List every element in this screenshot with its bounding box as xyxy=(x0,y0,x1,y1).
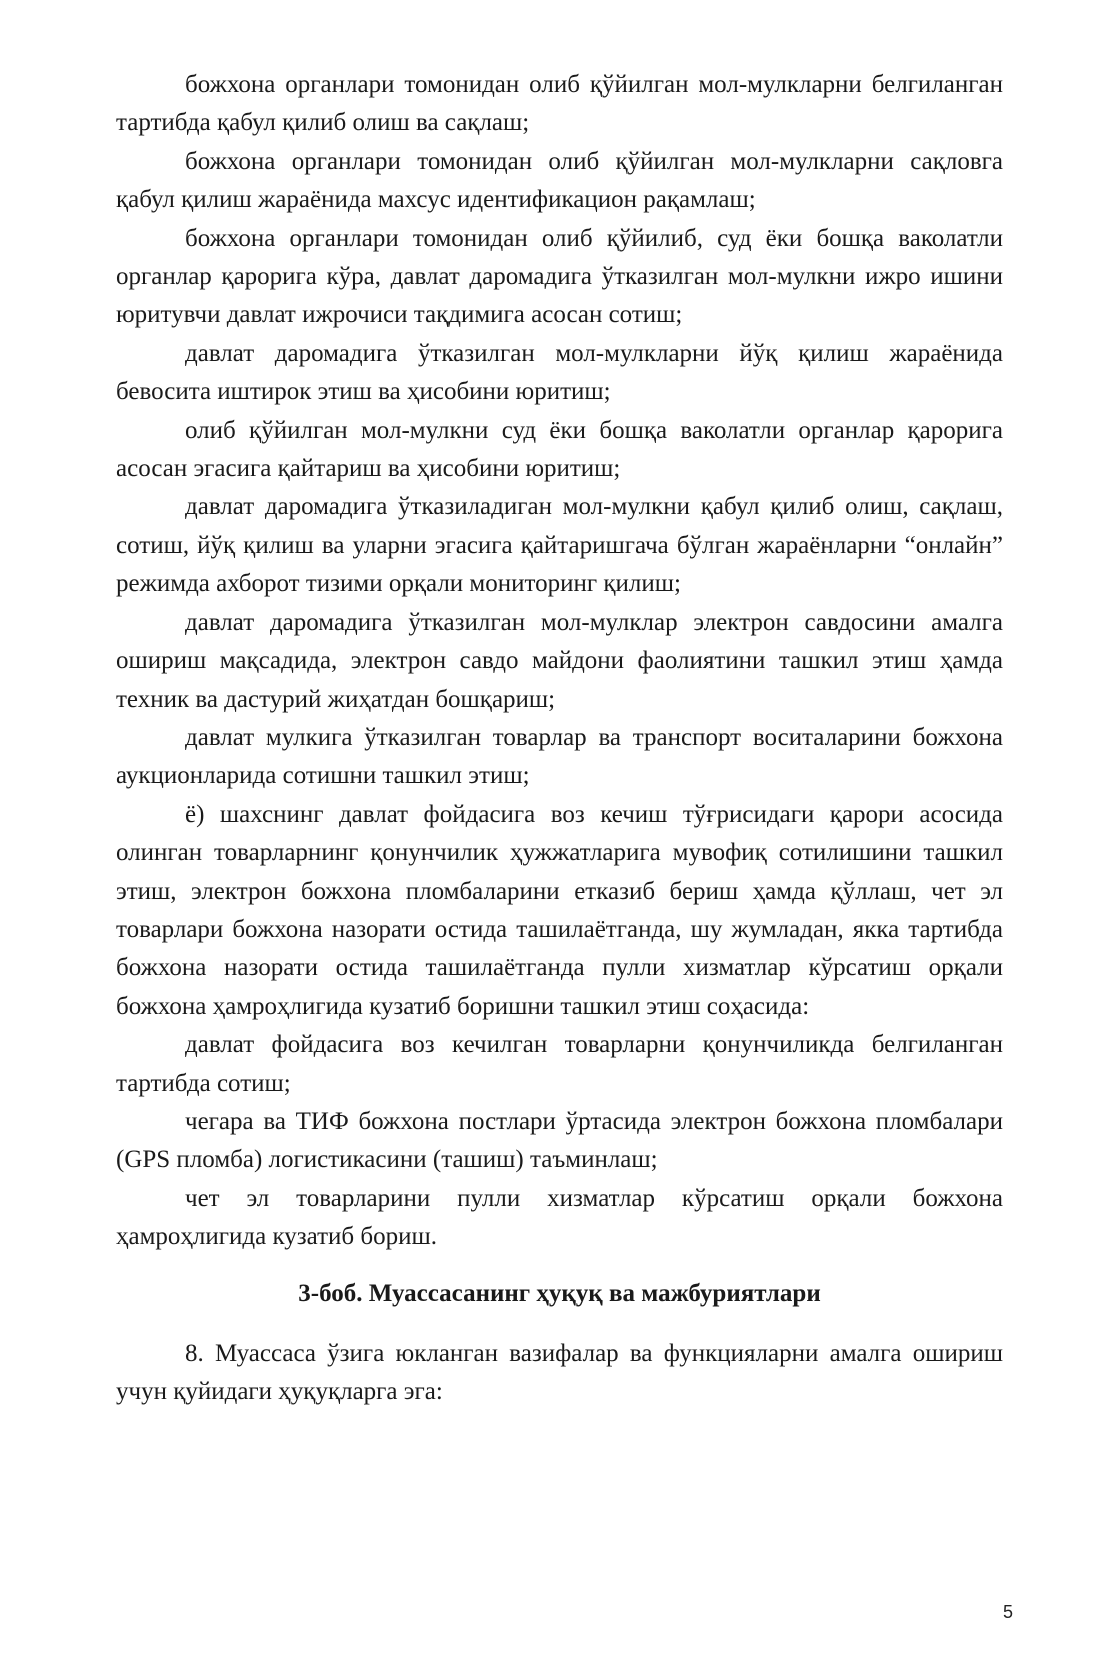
paragraph: олиб қўйилган мол-мулкни суд ёки бошқа ваколатли органлар қарорига асосан эгасига қайтариш ва ҳисобини юритиш; xyxy=(116,416,1003,483)
paragraph: давлат мулкига ўтказилган товарлар ва транспорт воситаларини божхона аукционларида сотишни ташкил этиш; xyxy=(116,723,1003,790)
document-page xyxy=(116,66,1003,1412)
closing-paragraph: 8. Муассаса ўзига юкланган вазифалар ва функцияларни амалга ошириш учун қуйидаги ҳуқуқларга эга: xyxy=(116,1340,1003,1406)
paragraph: давлат фойдасига воз кечилган товарларни қонунчиликда белгиланган тартибда сотиш; xyxy=(116,1031,1003,1097)
paragraph: ё) шахснинг давлат фойдасига воз кечиш тўғрисидаги қарори асосида олинган товарларнинг қонунчилик ҳужжатларига мувофиқ сотилишини ташкил этиш, электрон божхона пломбаларини етказиб бериш ҳамда қўллаш, чет эл товарлари божхона назорати остида ташилаётганда, шу жумладан, якка тартибда божхона назорати остида ташилаётганда пулли хизматлар кўрсатиш орқали божхона ҳамроҳлигида кузатиб боришни ташкил этиш соҳасида: xyxy=(116,800,1003,1020)
paragraph: божхона органлари томонидан олиб қўйилган мол-мулкларни сақловга қабул қилиш жараёнида махсус идентификацион рақамлаш; xyxy=(116,147,1003,214)
paragraph: божхона органлари томонидан олиб қўйилиб, суд ёки бошқа ваколатли органлар қарорига кўра, давлат даромадига ўтказилган мол-мулкни ижро ишини юритувчи давлат ижрочиси тақдимига асосан сотиш; xyxy=(116,224,1003,329)
paragraph: божхона органлари томонидан олиб қўйилган мол-мулкларни белгиланган тартибда қабул қилиб олиш ва сақлаш; xyxy=(116,71,1003,137)
paragraph: давлат даромадига ўтказилган мол-мулкларни йўқ қилиш жараёнида бевосита иштирок этиш ва ҳисобини юритиш; xyxy=(116,339,1003,406)
paragraph: давлат даромадига ўтказиладиган мол-мулкни қабул қилиб олиш, сақлаш, сотиш, йўқ қилиш ва уларни эгасига қайтаришгача бўлган жараёнларни “онлайн” режимда ахборот тизими орқали мониторинг қилиш; xyxy=(116,493,1003,598)
page-number: 5 xyxy=(1002,1602,1013,1622)
chapter-heading: 3-боб. Муассасанинг ҳуқуқ ва мажбуриятлари xyxy=(298,1279,821,1307)
paragraph: чет эл товарларини пулли хизматлар кўрсатиш орқали божхона ҳамроҳлигида кузатиб бориш. xyxy=(116,1184,1003,1251)
paragraph: давлат даромадига ўтказилган мол-мулклар электрон савдосини амалга ошириш мақсадида, электрон савдо майдони фаолиятини ташкил этиш ҳамда техник ва дастурий жиҳатдан бошқариш; xyxy=(116,608,1003,713)
paragraph: чегара ва ТИФ божхона постлари ўртасида электрон божхона пломбалари (GPS пломба) логистикасини (ташиш) таъминлаш; xyxy=(116,1107,1003,1174)
